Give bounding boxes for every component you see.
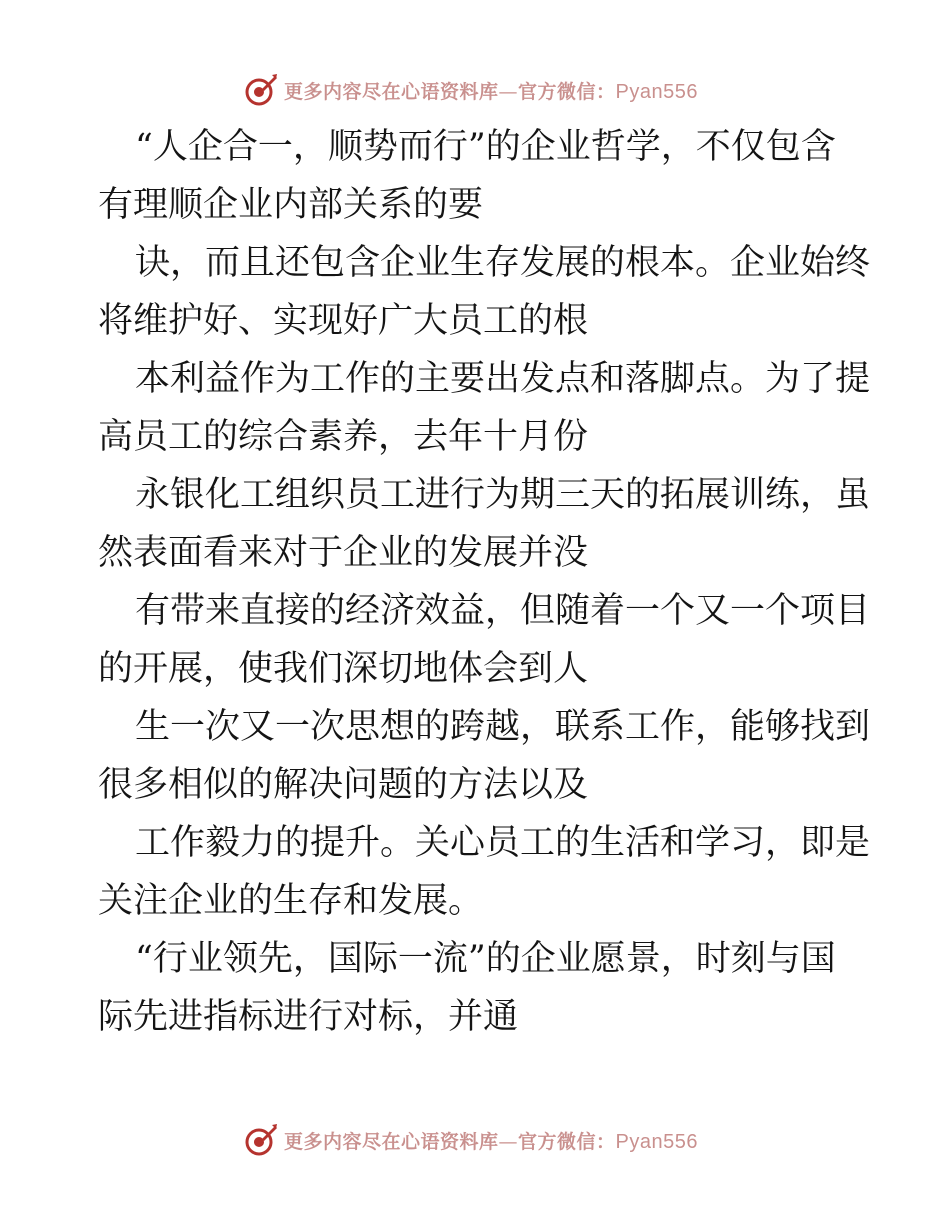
footer-wechat-id: Pyan556 <box>615 1130 698 1153</box>
footer-banner-content <box>244 1123 698 1157</box>
header-wechat-id: Pyan556 <box>615 80 698 103</box>
header-separator: — <box>498 80 519 103</box>
text-line: 关注企业的生存和发展。 <box>98 881 484 921</box>
pen-logo-icon <box>244 73 278 107</box>
text-line: 生一次又一次思想的跨越，联系工作，能够找到 <box>135 707 871 747</box>
footer-text <box>284 1127 698 1154</box>
text-line: 有带来直接的经济效益，但随着一个又一个项目 <box>135 591 871 631</box>
footer-title: 更多内容尽在心语资料库 <box>284 1130 499 1153</box>
text-line: “人企合一，顺势而行”的企业哲学，不仅包含 <box>135 127 836 167</box>
text-line: “行业领先，国际一流”的企业愿景，时刻与国 <box>135 939 836 979</box>
body-text <box>98 118 871 1046</box>
header-banner <box>0 70 950 110</box>
text-line: 际先进指标进行对标，并通 <box>98 997 519 1037</box>
text-line: 永银化工组织员工进行为期三天的拓展训练，虽 <box>135 475 871 515</box>
text-line: 然表面看来对于企业的发展并没 <box>98 533 589 573</box>
footer-banner <box>0 1120 950 1160</box>
text-line: 工作毅力的提升。关心员工的生活和学习，即是 <box>135 823 871 863</box>
text-line: 本利益作为工作的主要出发点和落脚点。为了提 <box>135 359 871 399</box>
footer-separator: — <box>498 1130 519 1153</box>
header-wechat-label: 官方微信： <box>518 80 616 103</box>
pen-logo-icon <box>244 1123 278 1157</box>
header-banner-content <box>244 73 698 107</box>
footer-wechat-label: 官方微信： <box>518 1130 616 1153</box>
text-line: 有理顺企业内部关系的要 <box>98 185 484 225</box>
text-line: 将维护好、实现好广大员工的根 <box>98 301 589 341</box>
header-text <box>284 77 698 104</box>
text-line: 的开展，使我们深切地体会到人 <box>98 649 589 689</box>
text-line: 很多相似的解决问题的方法以及 <box>98 765 589 805</box>
text-line: 高员工的综合素养，去年十月份 <box>98 417 589 457</box>
header-title: 更多内容尽在心语资料库 <box>284 80 499 103</box>
text-line: 诀，而且还包含企业生存发展的根本。企业始终 <box>135 243 871 283</box>
